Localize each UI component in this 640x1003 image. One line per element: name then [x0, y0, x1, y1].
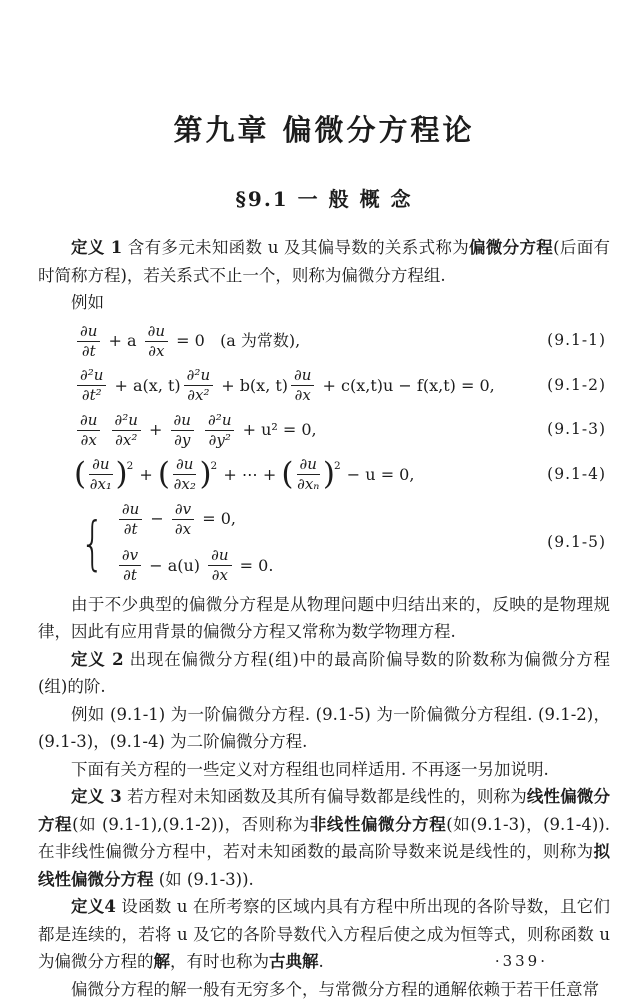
equation-body	[74, 322, 300, 362]
text-run: 下面有关方程的一些定义对方程组也同样适用. 不再逐一另加说明.	[71, 760, 549, 779]
big-paren: )	[116, 459, 128, 490]
fraction: $\frac{\partial u}{\text{∂x₂}}$	[173, 456, 196, 494]
text-run: .	[319, 952, 324, 971]
bold-term: 古典解	[269, 952, 319, 971]
text-run: 出现在偏微分方程(组)中的最高阶偏导数的阶数称为偏微分方程(组)的阶.	[38, 650, 610, 697]
text-run: ，有时也称为	[170, 952, 269, 971]
big-paren: )	[323, 459, 335, 490]
fraction: $\frac{\partial u}{\partial y}$	[171, 412, 194, 450]
equation-body	[74, 366, 495, 406]
equation-text: − u = 0,	[342, 466, 415, 484]
fraction: $\frac{\partial u}{\text{∂xₙ}}$	[297, 456, 320, 494]
equation-text: = 0,	[197, 510, 236, 528]
paragraph	[38, 289, 610, 317]
fraction: $\frac{\partial u}{\partial t}$	[77, 323, 100, 361]
bold-term: 拟线性偏微分方程	[38, 842, 610, 889]
paragraph	[38, 701, 610, 756]
fraction: $\frac{\partial u}{\partial x}$	[77, 412, 100, 450]
bold-term: 偏微分方程	[469, 238, 553, 257]
bold-term: 定义 3	[71, 787, 122, 806]
paragraph	[38, 646, 610, 701]
exponent: 2	[334, 460, 341, 472]
big-paren: )	[199, 459, 211, 490]
equation-label: (9.1-3)	[547, 421, 606, 439]
equation-text: = 0 (a 为常数),	[171, 332, 300, 350]
page-number: ·339·	[495, 952, 548, 970]
text-run: (如 (9.1-1),(9.1-2))，否则称为	[72, 815, 310, 834]
bold-term: 定义 2	[71, 650, 124, 669]
equation-body	[74, 455, 414, 495]
equation-text: +	[144, 421, 168, 439]
big-paren: (	[158, 459, 170, 490]
text-run: (如(9.1-3)，(9.1-4)). 在非线性偏微分方程中，若对未知函数的最高阶导数来说是线性的，则称为	[38, 815, 610, 862]
equation-text: + ⋯ +	[218, 466, 281, 484]
equation-body	[74, 411, 317, 451]
equation	[74, 500, 606, 586]
chapter-title: 第九章 偏微分方程论	[38, 0, 610, 149]
fraction: $\frac{\partial u}{\partial x}$	[145, 323, 168, 361]
equation-text: = 0.	[235, 557, 274, 575]
equation	[74, 366, 606, 406]
text-run: (如 (9.1-3)).	[154, 870, 254, 889]
paragraph	[38, 976, 610, 1003]
fraction: $\frac{\partial v}{\partial x}$	[172, 501, 194, 539]
big-paren: (	[74, 459, 86, 490]
fraction: $\frac{\text{∂²u}}{\text{∂y²}}$	[205, 412, 234, 450]
system-equation-row	[116, 500, 274, 540]
paragraph	[38, 234, 610, 289]
text-run: 偏微分方程的解一般有无穷多个，与常微分方程的通解依赖于若干任意常	[71, 980, 599, 999]
equation-label: (9.1-5)	[547, 534, 606, 552]
equation	[74, 455, 606, 495]
bold-term: 定义4	[71, 897, 116, 916]
equation-label: (9.1-2)	[547, 377, 606, 395]
section-title: §9.1 一 般 概 念	[38, 149, 610, 212]
equation-text: + a	[103, 332, 141, 350]
bold-term: 解	[154, 952, 171, 971]
text-run: 设函数 u 在所考察的区域内具有方程中所出现的各阶导数，且它们都是连续的，若将 u 及它的各阶导数代入方程后使之成为恒等式，则称函数 u 为偏微分方程的	[38, 897, 610, 971]
equation-text: −	[145, 510, 169, 528]
fraction: $\frac{\text{∂²u}}{\text{∂x²}}$	[184, 367, 213, 405]
text-run: 由于不少典型的偏微分方程是从物理问题中归结出来的，反映的是物理规律，因此有应用背景的偏微分方程又常称为数学物理方程.	[38, 595, 610, 642]
fraction: $\frac{\partial u}{\partial x}$	[291, 367, 314, 405]
equation-text	[197, 421, 202, 439]
fraction: $\frac{\partial u}{\text{∂x₁}}$	[89, 456, 112, 494]
fraction: $\frac{\partial u}{\partial x}$	[208, 547, 231, 585]
equation-label: (9.1-1)	[547, 332, 606, 350]
fraction: $\frac{\partial v}{\partial t}$	[119, 547, 141, 585]
equation-text: + c(x,t)u − f(x,t) = 0,	[317, 377, 494, 395]
bold-term: 定义 1	[71, 238, 122, 257]
equation-label: (9.1-4)	[547, 466, 606, 484]
system-brace: {	[80, 514, 104, 572]
text-run: 例如	[71, 293, 104, 312]
fraction: $\frac{\text{∂²u}}{\text{∂t²}}$	[77, 367, 106, 405]
bold-term: 非线性偏微分方程	[310, 815, 446, 834]
big-paren: (	[281, 459, 293, 490]
system-equation-row	[116, 546, 274, 586]
fraction: $\frac{\text{∂²u}}{\text{∂x²}}$	[112, 412, 141, 450]
bold-term: 线性偏微分方程	[38, 787, 610, 834]
equation-text: + b(x, t)	[216, 377, 288, 395]
equation-text	[103, 421, 108, 439]
equation-text: +	[134, 466, 158, 484]
text-run: 若方程对未知函数及其所有偏导数都是线性的，则称为	[122, 787, 527, 806]
paragraph	[38, 756, 610, 784]
equation	[74, 411, 606, 451]
text-run: 例如 (9.1-1) 为一阶偏微分方程. (9.1-5) 为一阶偏微分方程组. (9.1-2)，(9.1-3)，(9.1-4) 为二阶偏微分方程.	[38, 705, 610, 752]
fraction: $\frac{\partial u}{\partial t}$	[119, 501, 142, 539]
paragraph	[38, 783, 610, 893]
exponent: 2	[211, 460, 218, 472]
paragraph	[38, 591, 610, 646]
equation	[74, 322, 606, 362]
equation-text: − a(u)	[144, 557, 205, 575]
equation-text: + a(x, t)	[109, 377, 180, 395]
text-run: 含有多元未知函数 u 及其偏导数的关系式称为	[122, 238, 469, 257]
equation-text: + u² = 0,	[237, 421, 316, 439]
text-run: (后面有时简称方程)，若关系式不止一个，则称为偏微分方程组.	[38, 238, 610, 285]
exponent: 2	[127, 460, 134, 472]
content-area	[38, 234, 610, 1003]
equation-body	[74, 500, 273, 586]
